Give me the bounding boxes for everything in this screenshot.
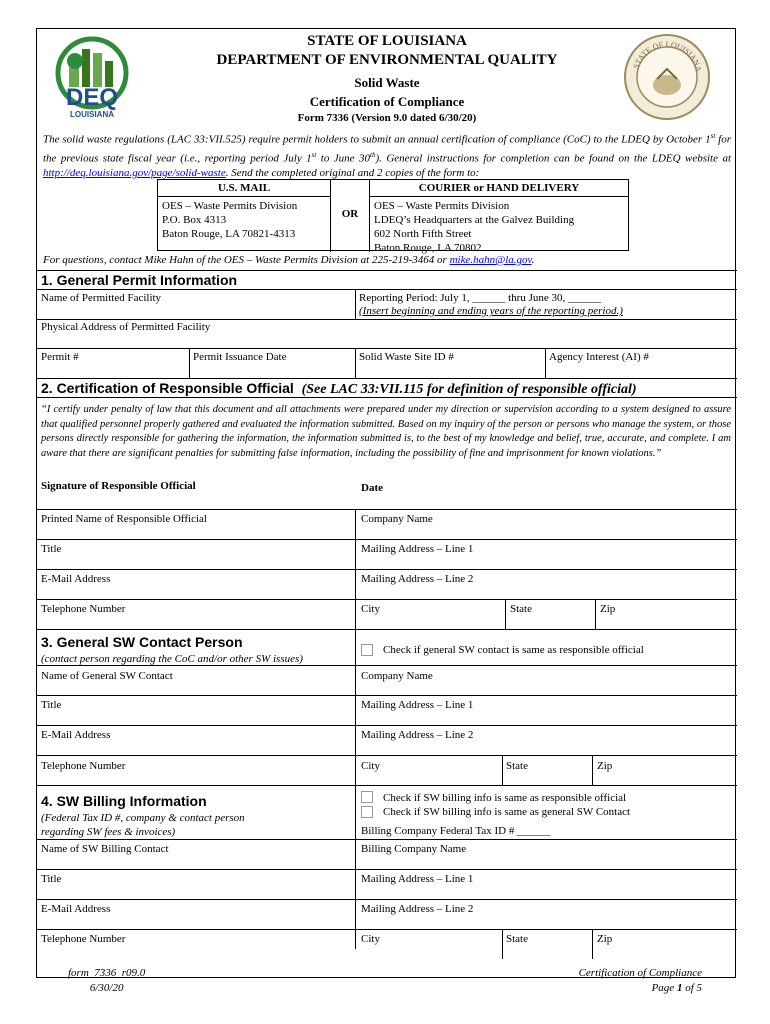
section4-subtitle-2: regarding SW fees & invoices) [41, 826, 176, 838]
billing-same-as-general-checkbox[interactable] [361, 806, 373, 818]
footer-page-number: Page 1 of 5 [651, 982, 702, 994]
billing-mail1-field[interactable]: Mailing Address – Line 1 [361, 873, 474, 885]
contact-email-link[interactable]: mike.hahn@la.gov [449, 254, 532, 266]
us-mail-header: U.S. MAIL [158, 180, 330, 197]
billing-mail2-field[interactable]: Mailing Address – Line 2 [361, 903, 474, 915]
permit-number-field[interactable]: Permit # [41, 351, 79, 363]
sw-contact-phone-field[interactable]: Telephone Number [41, 760, 126, 772]
section3-title: 3. General SW Contact Person [41, 634, 243, 650]
title-field[interactable]: Title [41, 543, 62, 555]
certification-statement: “I certify under penalty of law that this document and all attachments were prepared under my direction or supervision according to a system designed to assure that qualified personnel properly gathered and evaluated the information submitted. Based on my inquiry of the person or persons who manage the system, or those persons directly responsible for gathering the information, the information submitted is, to the best of my knowledge and belief, true, accurate, and complete. I am aware that there are significant penalties for submitting false information, including the possibility of fine and imprisonment for known violations.” [41, 404, 731, 459]
facility-name-field[interactable]: Name of Permitted Facility [41, 292, 162, 304]
ldeq-website-link[interactable]: http://deq.louisiana.gov/page/solid-waste [43, 167, 226, 180]
document-title: Certification of Compliance [309, 94, 465, 109]
program-heading: Solid Waste [354, 75, 420, 90]
date-field[interactable]: Date [361, 482, 383, 494]
physical-address-field[interactable]: Physical Address of Permitted Facility [41, 321, 211, 333]
billing-tax-id-field[interactable]: Billing Company Federal Tax ID # ______ [361, 825, 551, 837]
city-field[interactable]: City [361, 603, 380, 615]
telephone-field[interactable]: Telephone Number [41, 603, 126, 615]
billing-email-field[interactable]: E-Mail Address [41, 903, 111, 915]
section4-subtitle-1: (Federal Tax ID #, company & contact person [41, 812, 245, 824]
billing-phone-field[interactable]: Telephone Number [41, 933, 126, 945]
department-heading: DEPARTMENT OF ENVIRONMENTAL QUALITY [216, 52, 558, 68]
billing-title-field[interactable]: Title [41, 873, 62, 885]
sw-contact-state-field[interactable]: State [506, 760, 528, 772]
sw-contact-zip-field[interactable]: Zip [597, 760, 613, 772]
sw-contact-name-field[interactable]: Name of General SW Contact [41, 670, 173, 682]
seal-text: STATE OF LOUISIANA [631, 39, 704, 73]
reporting-period-field[interactable]: Reporting Period: July 1, ______ thru June 30, ______ [359, 292, 601, 304]
us-mail-column: U.S. MAIL OES – Waste Permits Division P.O. Box 4313 Baton Rouge, LA 70821-4313 [158, 180, 330, 252]
billing-same-as-responsible-label: Check if SW billing info is same as responsible official [383, 792, 627, 804]
sw-contact-company-field[interactable]: Company Name [361, 670, 433, 682]
signature-field[interactable]: Signature of Responsible Official [41, 480, 196, 492]
footer-doc-info [520, 966, 702, 996]
sw-contact-city-field[interactable]: City [361, 760, 380, 772]
or-label: OR [330, 180, 370, 252]
footer-doc-name: Certification of Compliance [578, 967, 702, 979]
agency-interest-field[interactable]: Agency Interest (AI) # [549, 351, 649, 363]
company-name-field[interactable]: Company Name [361, 513, 433, 525]
mailing-address-table [157, 179, 629, 254]
billing-zip-field[interactable]: Zip [597, 933, 613, 945]
section2-title-bar [37, 378, 737, 398]
billing-city-field[interactable]: City [361, 933, 380, 945]
sw-contact-email-field[interactable]: E-Mail Address [41, 729, 111, 741]
zip-field[interactable]: Zip [600, 603, 616, 615]
permit-issuance-date-field[interactable]: Permit Issuance Date [193, 351, 287, 363]
courier-column: COURIER or HAND DELIVERY OES – Waste Permits Division LDEQ’s Headquarters at the Galvez Building 602 North Fifth Street Baton Rouge, LA 70802 [370, 180, 628, 252]
section2-title-ref: (See LAC 33:VII.115 for definition of responsible official) [301, 382, 637, 397]
deq-logo [49, 35, 135, 121]
billing-same-as-responsible-checkbox[interactable] [361, 791, 373, 803]
mailing-address-2-field[interactable]: Mailing Address – Line 2 [361, 573, 474, 585]
same-as-responsible-checkbox[interactable] [361, 644, 373, 656]
questions-contact: For questions, contact Mike Hahn of the OES – Waste Permits Division at 225-219-3464 or mike.hahn@la.gov. [43, 254, 535, 266]
billing-company-name-field[interactable]: Billing Company Name [361, 843, 467, 855]
footer-form-info [68, 966, 145, 996]
section2-title: 2. Certification of Responsible Official [41, 380, 294, 396]
mailing-address-1-field[interactable]: Mailing Address – Line 1 [361, 543, 474, 555]
sw-contact-title-field[interactable]: Title [41, 699, 62, 711]
footer-form-date: 6/30/20 [89, 982, 124, 994]
section3-subtitle: (contact person regarding the CoC and/or other SW issues) [41, 653, 303, 665]
printed-name-field[interactable]: Printed Name of Responsible Official [41, 513, 207, 525]
form-page [36, 28, 736, 978]
logo-subtext: LOUISIANA [70, 110, 114, 119]
state-seal [623, 33, 711, 121]
courier-header: COURIER or HAND DELIVERY [370, 180, 628, 197]
intro-paragraph: The solid waste regulations (LAC 33:VII.525) require permit holders to submit an annual certification of compliance (CoC) to the LDEQ by October 1st for the previous state fiscal year (i.e., reporting period July 1st to June 30th). General instructions for completion can be found on the LDEQ website at http://deq.louisiana.gov/page/solid-waste. Send the completed original and 2 copies of the form to: [43, 132, 731, 180]
email-field[interactable]: E-Mail Address [41, 573, 111, 585]
sw-contact-mail2-field[interactable]: Mailing Address – Line 2 [361, 729, 474, 741]
billing-state-field[interactable]: State [506, 933, 528, 945]
same-as-responsible-label: Check if general SW contact is same as responsible official [383, 644, 644, 656]
logo-text: DEQ [65, 84, 119, 111]
section1-title: 1. General Permit Information [37, 270, 737, 290]
sw-contact-mail1-field[interactable]: Mailing Address – Line 1 [361, 699, 474, 711]
billing-same-as-general-label: Check if SW billing info is same as general SW Contact [383, 806, 631, 818]
form-version: Form 7336 (Version 9.0 dated 6/30/20) [297, 112, 477, 124]
state-heading: STATE OF LOUISIANA [307, 33, 467, 49]
state-field[interactable]: State [510, 603, 532, 615]
site-id-field[interactable]: Solid Waste Site ID # [359, 351, 454, 363]
billing-contact-name-field[interactable]: Name of SW Billing Contact [41, 843, 169, 855]
section4-title: 4. SW Billing Information [41, 793, 207, 809]
footer-form-id: form_7336_r09.0 [68, 967, 146, 979]
reporting-period-note: (Insert beginning and ending years of the reporting period.) [359, 305, 623, 317]
